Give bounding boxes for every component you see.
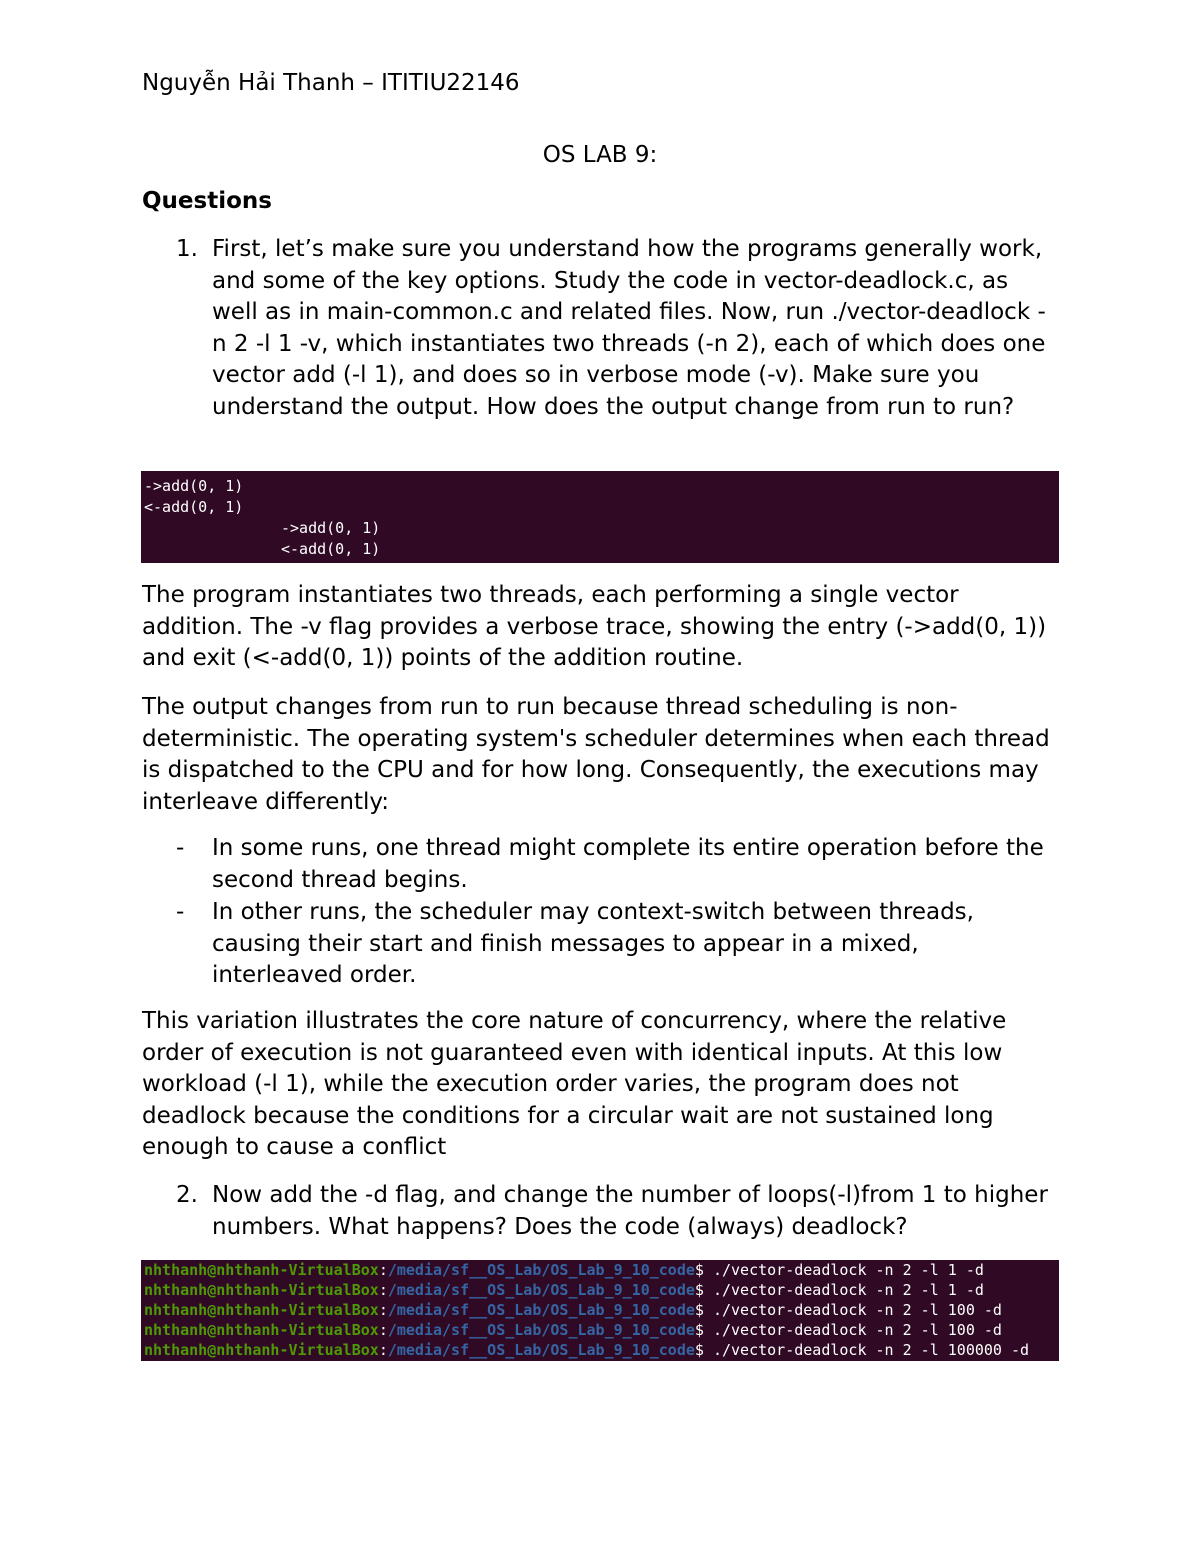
prompt-colon: : — [378, 1341, 388, 1359]
question-1 — [176, 234, 1056, 423]
terminal-line: ->add(0, 1) — [281, 519, 381, 537]
prompt-dollar: $ — [694, 1281, 704, 1299]
prompt-dollar: $ — [694, 1341, 704, 1359]
page-title: OS LAB 9: — [542, 142, 658, 168]
prompt-path: /media/sf__OS_Lab/OS_Lab_9_10_code — [387, 1281, 695, 1299]
terminal-command: ./vector-deadlock -n 2 -l 100 -d — [703, 1321, 1002, 1339]
terminal-line: <-add(0, 1) — [144, 498, 244, 516]
prompt-colon: : — [378, 1301, 388, 1319]
question-number: 2. — [176, 1182, 198, 1208]
question-number: 1. — [176, 236, 198, 262]
prompt-user: nhthanh@nhthanh-VirtualBox — [144, 1321, 379, 1339]
prompt-path: /media/sf__OS_Lab/OS_Lab_9_10_code — [387, 1321, 695, 1339]
terminal-command-line — [144, 1281, 984, 1299]
prompt-path: /media/sf__OS_Lab/OS_Lab_9_10_code — [387, 1261, 695, 1279]
prompt-user: nhthanh@nhthanh-VirtualBox — [144, 1301, 379, 1319]
answer-bullet-list — [176, 833, 1056, 993]
answer-paragraph-1: The program instantiates two threads, each performing a single vector addition. The -v flag provides a verbose trace, showing the entry (->add(0, 1)) and exit (<-add(0, 1)) points of the addition routine. — [142, 582, 1047, 671]
prompt-user: nhthanh@nhthanh-VirtualBox — [144, 1341, 379, 1359]
terminal-line: <-add(0, 1) — [281, 540, 381, 558]
terminal-screenshot-1 — [141, 471, 1059, 563]
terminal-line: ->add(0, 1) — [144, 477, 244, 495]
answer-paragraph-2: The output changes from run to run because thread scheduling is non-deterministic. The operating system's scheduler determines when each thread is dispatched to the CPU and for how long. Consequently, the executions may interleave differently: — [142, 694, 1050, 815]
list-item — [176, 833, 1056, 896]
bullet-text: In some runs, one thread might complete its entire operation before the second thread begins. — [212, 835, 1044, 893]
answer-paragraph-3: This variation illustrates the core nature of concurrency, where the relative order of execution is not guaranteed even with identical inputs. At this low workload (-l 1), while the execution order varies, the program does not deadlock because the conditions for a circular wait are not sustained long enough to cause a conflict — [142, 1008, 1007, 1160]
author-line: Nguyễn Hải Thanh – ITITIU22146 — [142, 70, 520, 96]
bullet-marker: - — [176, 835, 185, 861]
terminal-command-line — [144, 1301, 1002, 1319]
prompt-dollar: $ — [694, 1261, 704, 1279]
terminal-command-line — [144, 1341, 1029, 1359]
terminal-command-line — [144, 1261, 984, 1279]
prompt-path: /media/sf__OS_Lab/OS_Lab_9_10_code — [387, 1341, 695, 1359]
prompt-colon: : — [378, 1321, 388, 1339]
bullet-text: In other runs, the scheduler may context-switch between threads, causing their start and finish messages to appear in a mixed, interleaved order. — [212, 899, 974, 988]
terminal-command: ./vector-deadlock -n 2 -l 1 -d — [703, 1261, 984, 1279]
question-2 — [176, 1180, 1056, 1243]
terminal-screenshot-2 — [141, 1260, 1059, 1361]
terminal-command: ./vector-deadlock -n 2 -l 1 -d — [703, 1281, 984, 1299]
prompt-dollar: $ — [694, 1321, 704, 1339]
prompt-user: nhthanh@nhthanh-VirtualBox — [144, 1261, 379, 1279]
section-heading: Questions — [142, 188, 272, 214]
question-text: Now add the -d flag, and change the number of loops(-l)from 1 to higher numbers. What happens? Does the code (always) deadlock? — [212, 1182, 1048, 1240]
prompt-dollar: $ — [694, 1301, 704, 1319]
terminal-command: ./vector-deadlock -n 2 -l 100 -d — [703, 1301, 1002, 1319]
list-item — [176, 897, 1056, 992]
question-text: First, let’s make sure you understand how the programs generally work, and some of the key options. Study the code in vector-deadlock.c, as well as in main-common.c and related files. Now, run ./vector-deadlock -n 2 -l 1 -v, which instantiates two threads (-n 2), each of which does one vector add (-l 1), and does so in verbose mode (-v). Make sure you understand the output. How does the output change from run to run? — [212, 236, 1046, 420]
prompt-colon: : — [378, 1281, 388, 1299]
terminal-command: ./vector-deadlock -n 2 -l 100000 -d — [703, 1341, 1030, 1359]
prompt-user: nhthanh@nhthanh-VirtualBox — [144, 1281, 379, 1299]
terminal-command-line — [144, 1321, 1002, 1339]
bullet-marker: - — [176, 899, 185, 925]
prompt-colon: : — [378, 1261, 388, 1279]
prompt-path: /media/sf__OS_Lab/OS_Lab_9_10_code — [387, 1301, 695, 1319]
